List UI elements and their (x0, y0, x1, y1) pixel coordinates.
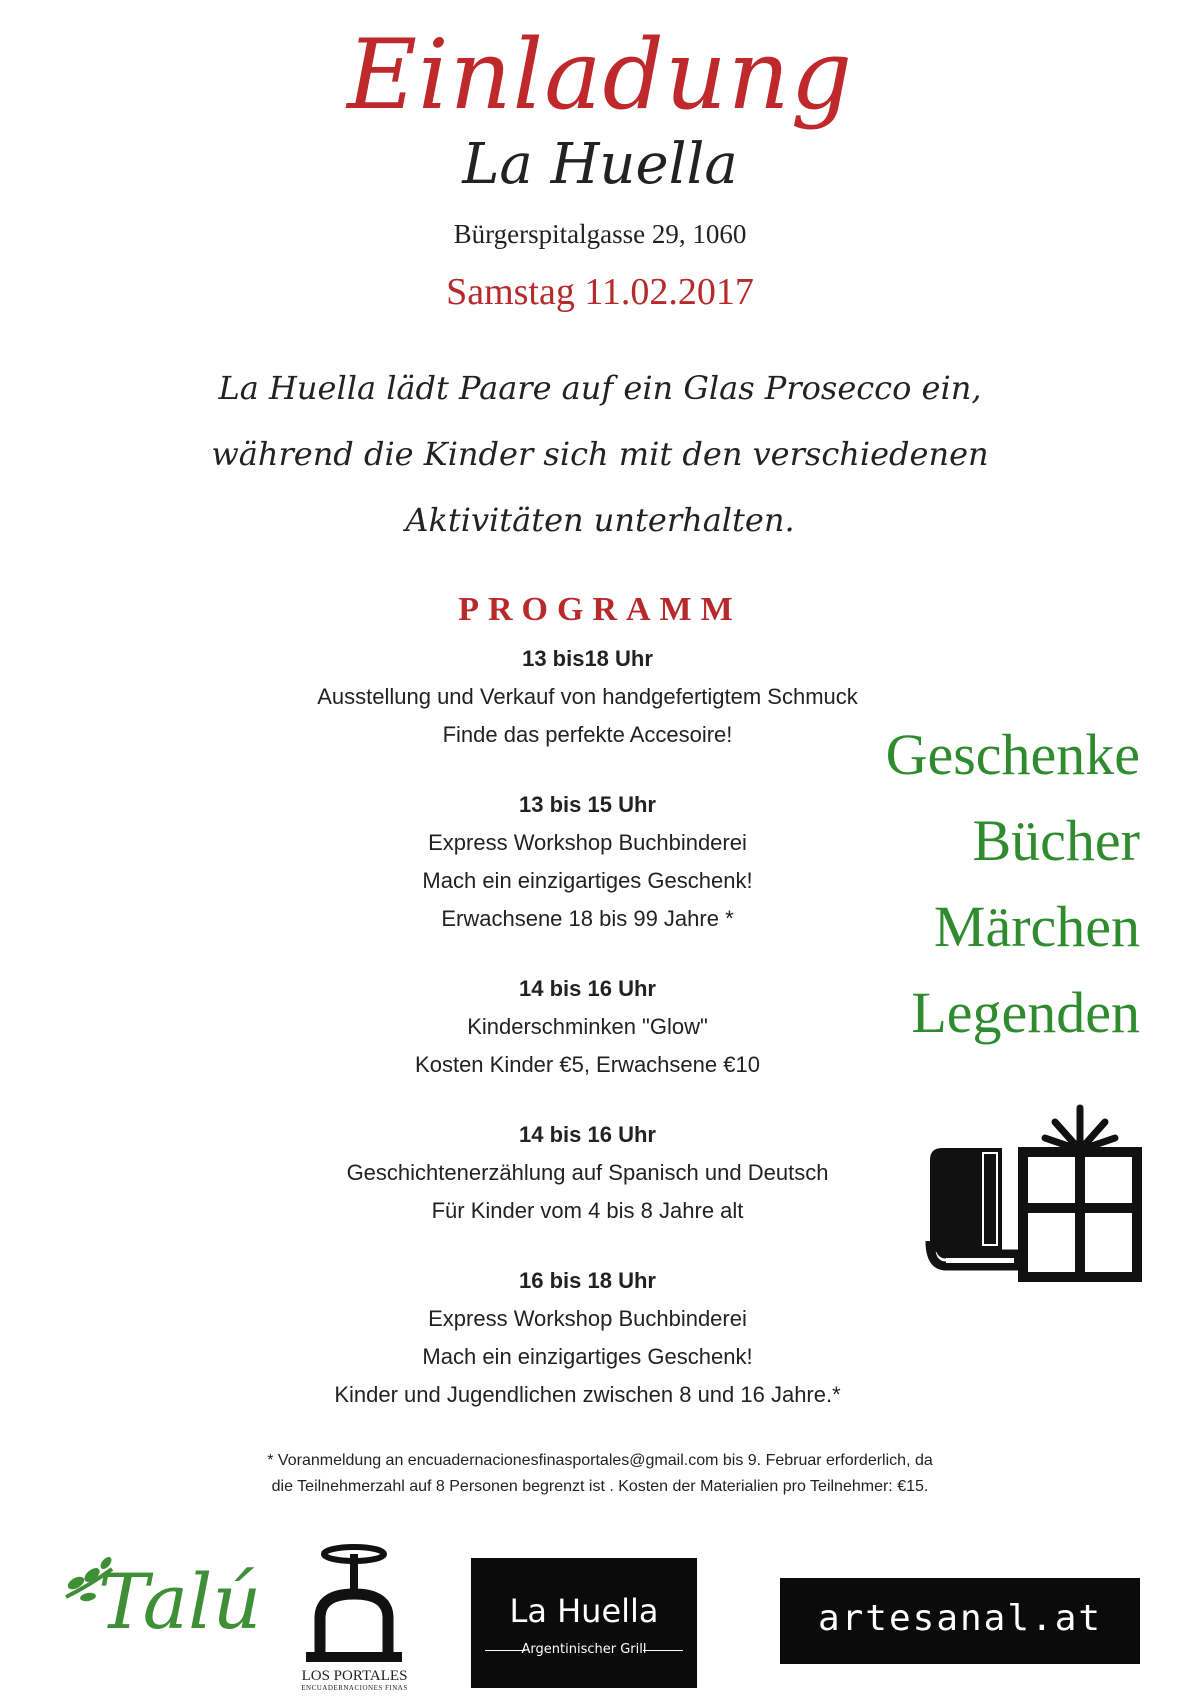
slot-time: 13 bis 15 Uhr (519, 792, 656, 817)
slot-line: Geschichtenerzählung auf Spanisch und Deutsch (346, 1160, 829, 1185)
intro-line: während die Kinder sich mit den verschiedenen (211, 435, 989, 473)
huella-wordmark: La Huella (509, 1592, 659, 1630)
intro-line: La Huella lädt Paare auf ein Glas Prosecco ein, (218, 369, 982, 407)
venue-name: La Huella (462, 132, 738, 197)
slot-line: Kinderschminken "Glow" (467, 1014, 708, 1039)
note-line: * Voranmeldung an encuadernacionesfinasportales@gmail.com bis 9. Februar erforderlich, da (267, 1452, 933, 1469)
slot-line: Mach ein einzigartiges Geschenk! (422, 868, 753, 893)
programme-list (230, 640, 945, 1446)
programme-slot (230, 1262, 945, 1414)
portales-name: LOS PORTALES (301, 1668, 408, 1684)
artesanal-logo (780, 1578, 1140, 1664)
slot-time: 14 bis 16 Uhr (519, 1122, 656, 1147)
portales-subtitle: ENCUADERNACIONES FINAS (301, 1684, 408, 1692)
venue-address: Bürgerspitalgasse 29, 1060 (453, 219, 747, 249)
intro-text (0, 355, 1200, 553)
programme-slot (230, 640, 945, 754)
slot-line: Ausstellung und Verkauf von handgefertigtem Schmuck (317, 684, 858, 709)
programme-heading: PROGRAMM (458, 591, 742, 628)
programme-slot (230, 970, 945, 1084)
slot-time: 16 bis 18 Uhr (519, 1268, 656, 1293)
huella-subtitle: Argentinischer Grill (521, 1642, 647, 1657)
slot-line: Für Kinder vom 4 bis 8 Jahre alt (431, 1198, 744, 1223)
artesanal-wordmark: artesanal.at (817, 1598, 1103, 1639)
slot-line: Erwachsene 18 bis 99 Jahre * (441, 906, 734, 931)
intro-line: Aktivitäten unterhalten. (405, 501, 795, 539)
keyword-maerchen: Märchen (933, 894, 1140, 959)
slot-line: Kinder und Jugendlichen zwischen 8 und 16 Jahre.* (334, 1382, 841, 1407)
book-icon (922, 1138, 1022, 1283)
keyword-buecher: Bücher (972, 808, 1140, 873)
slot-time: 14 bis 16 Uhr (519, 976, 656, 1001)
talu-logo (60, 1545, 265, 1675)
slot-line: Mach ein einzigartiges Geschenk! (422, 1344, 753, 1369)
registration-note (150, 1448, 1050, 1500)
programme-slot (230, 786, 945, 938)
slot-line: Kosten Kinder €5, Erwachsene €10 (415, 1052, 760, 1077)
slot-time: 13 bis18 Uhr (522, 646, 653, 671)
slot-line: Express Workshop Buchbinderei (428, 830, 747, 855)
programme-slot (230, 1116, 945, 1230)
slot-line: Express Workshop Buchbinderei (428, 1306, 747, 1331)
keyword-list (886, 712, 1140, 1056)
la-huella-logo (471, 1558, 697, 1688)
keyword-legenden: Legenden (911, 980, 1140, 1045)
event-date: Samstag 11.02.2017 (446, 271, 754, 313)
invitation-title: Einladung (346, 19, 854, 131)
talu-wordmark: Talú (98, 1557, 262, 1646)
slot-line: Finde das perfekte Accesoire! (442, 722, 733, 747)
keyword-geschenke: Geschenke (885, 722, 1140, 787)
gift-icon (1015, 1100, 1145, 1285)
los-portales-logo (282, 1540, 427, 1695)
note-line: die Teilnehmerzahl auf 8 Personen begrenzt ist . Kosten der Materialien pro Teilnehmer: €15. (271, 1478, 929, 1495)
book-press-icon (302, 1540, 407, 1665)
